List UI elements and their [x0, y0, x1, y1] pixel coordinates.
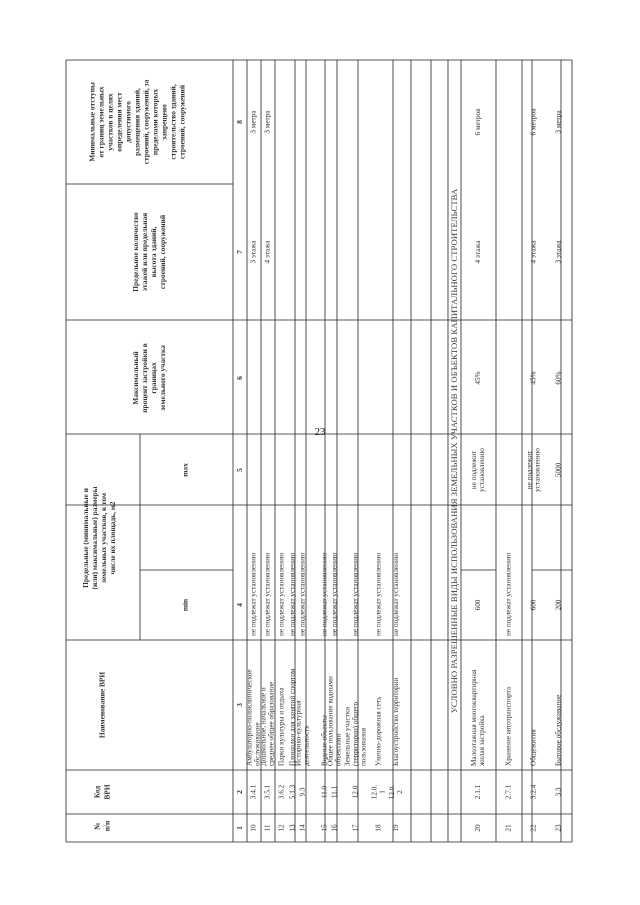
header-coverage: Максимальный	[131, 351, 141, 405]
table-row-23-floors: 3 этажа	[554, 240, 563, 264]
header-setbacks: от границ земельных	[96, 86, 106, 158]
header-setbacks: Минимальные отступы	[87, 82, 97, 162]
table-row-10-floors: 3 этажа	[249, 240, 258, 264]
table-row-20-name: Малоэтажная многоквартирная	[470, 669, 479, 766]
table-row-17-name: (территории) общего	[351, 701, 360, 766]
table-row-19-num: 19	[392, 824, 401, 832]
table-row-23-name: Бытовое обслуживание	[554, 694, 563, 766]
header-floors: Предельное количество	[131, 212, 141, 292]
table-row-22-max: не подлежит	[525, 450, 534, 490]
table-row-22-coverage: 45%	[529, 371, 538, 385]
table-row-16-size: не подлежат установлению	[330, 552, 339, 636]
table-row-17-name: пользования	[359, 727, 368, 766]
table-row-19-size: не подлежат установлению	[392, 552, 401, 636]
header-setbacks: пределами которых	[150, 88, 160, 156]
table-row-21-num: 21	[504, 824, 513, 832]
table-row-19-code: 2	[396, 790, 405, 794]
table-row-22-code: 3.2.4	[529, 784, 538, 800]
table-row-10-setback: 3 метра	[249, 110, 258, 134]
table-row-16-name: объектами	[334, 733, 343, 766]
table-row-20-max: установлению	[478, 448, 487, 492]
header-name: Наименование ВРИ	[97, 671, 107, 739]
table-row-15-code: 11.0	[320, 785, 329, 799]
header-setbacks: строительство зданий,	[168, 84, 178, 160]
table-row-11-code: 3.5.1	[263, 784, 272, 800]
header-code: ВРИ	[102, 784, 112, 800]
column-number: 7	[234, 250, 244, 254]
table-row-21-name: Хранение автотранспорта	[504, 686, 513, 766]
table-row-13-code: 5.1.3	[288, 784, 297, 800]
header-setbacks: запрещено	[159, 104, 169, 140]
table-row-20-max: не подлежит	[470, 450, 479, 490]
table-row-12-size: не подлежат установлению	[277, 552, 286, 636]
table-row-11-size: не подлежат установлению	[263, 552, 272, 636]
header-sizes: числе их площадь, м2	[108, 501, 118, 575]
table-row-20-name: жилая застройка	[478, 715, 487, 766]
table-row-20-floors: 4 этажа	[474, 240, 483, 264]
table-row-20-min: 600	[474, 599, 483, 611]
table-row-15-num: 15	[320, 824, 329, 832]
column-number: 3	[234, 703, 244, 707]
table-row-17-num: 17	[351, 824, 360, 832]
header-sizes: (или) максимальные) размеры	[90, 486, 100, 590]
table-row-22-name: Общежития	[529, 729, 538, 766]
table-row-22-min: 600	[529, 599, 538, 611]
table-row-13-name: Площадки для занятий спортом	[288, 668, 297, 766]
table-row-22-num: 22	[529, 824, 538, 832]
table-row-12-code: 3.6.2	[277, 784, 286, 800]
table-row-13-size: не подлежат установлению	[288, 552, 297, 636]
column-number: 6	[234, 376, 244, 380]
table-row-13-num: 13	[288, 824, 297, 832]
header-setbacks: строений, сооружений	[177, 84, 187, 160]
table-row-11-name: среднее общее образование	[267, 681, 276, 766]
table-row-23-min: 200	[554, 599, 563, 611]
column-number: 2	[234, 790, 244, 794]
header-coverage: границах	[149, 362, 159, 394]
table-row-16-code: 11.1	[330, 785, 339, 799]
section-title: УСЛОВНО РАЗРЕШЕННЫЕ ВИДЫ ИСПОЛЬЗОВАНИЯ ЗЕМЕЛЬНЫХ УЧАСТКОВ И ОБЪЕКТОВ КАПИТАЛЬНОГО СТРОИТЕЛЬСТВА	[448, 188, 459, 714]
header-floors: этажей или предельная	[140, 212, 150, 292]
header-floors: строений, сооружений	[158, 214, 168, 290]
table-row-19-code: 12.0.	[388, 784, 397, 800]
table-row-22-setback: 6 метров	[529, 108, 538, 136]
column-number: 1	[234, 826, 244, 830]
table-row-15-name: Водные объекты	[320, 715, 329, 766]
table-row-22-max: установлению	[533, 448, 542, 492]
header-num: №	[92, 822, 102, 830]
header-setbacks: размещения зданий,	[132, 88, 142, 156]
table-row-21-code: 2.7.1	[504, 784, 513, 800]
table-row-16-num: 16	[330, 824, 339, 832]
table-row-11-num: 11	[263, 824, 272, 832]
table-row-15-size: не подлежат установлению	[320, 552, 329, 636]
header-sizes: Предельные (минимальные и	[81, 488, 91, 588]
table-row-23-setback: 3 метра	[554, 110, 563, 134]
table-row-19-name: Благоустройство территории	[392, 677, 401, 766]
header-setbacks: допустимого	[123, 101, 133, 143]
table-row-18-name: Улично-дорожная сеть	[374, 696, 383, 766]
table-row-10-num: 10	[249, 824, 258, 832]
table-row-23-max: 5000	[554, 462, 563, 478]
table-row-18-num: 18	[374, 824, 383, 832]
table-row-11-setback: 3 метра	[263, 110, 272, 134]
table-row-20-num: 20	[474, 824, 483, 832]
table-row-17-name: Земельные участки	[343, 706, 352, 766]
header-sizes: земельных участков, в том	[99, 493, 109, 583]
column-number: 4	[234, 603, 244, 607]
column-number: 5	[234, 468, 244, 472]
table-row-17-size: не подлежат установлению	[351, 552, 360, 636]
table-row-23-num: 23	[554, 824, 563, 832]
table-row-20-setback: 6 метров	[474, 108, 483, 136]
header-max: max	[180, 463, 190, 477]
column-number: 8	[234, 120, 244, 124]
table-row-23-coverage: 60%	[554, 371, 563, 385]
header-coverage: процент застройки в	[140, 343, 150, 413]
table-row-18-code: 12.0.	[370, 784, 379, 800]
header-floors: высота зданий,	[149, 226, 159, 278]
table-row-18-size: не подлежат установлению	[374, 552, 383, 636]
header-setbacks: определения мест	[114, 92, 124, 152]
table-row-17-code: 12.0	[351, 785, 360, 799]
table-row-20-code: 2.1.1	[474, 784, 483, 800]
table-row-11-name: Дошкольное, начальное и	[259, 687, 268, 766]
header-code: Код	[92, 785, 102, 799]
table-row-18-code: 1	[378, 790, 387, 794]
header-num: п/п	[102, 820, 112, 832]
table-row-10-name: Амбулаторно-поликлиническое	[245, 669, 254, 766]
table-row-10-name: обслуживание	[253, 722, 262, 766]
table-row-22-floors: 4 этажа	[529, 240, 538, 264]
header-setbacks: участков в целях	[105, 93, 115, 151]
table-row-14-name: деятельность	[302, 725, 311, 766]
table-row-20-coverage: 45%	[474, 371, 483, 385]
table-row-21-size: не подлежат установлению	[504, 552, 513, 636]
table-row-10-size: не подлежат установлению	[249, 552, 258, 636]
table-row-14-size: не подлежат установлению	[298, 552, 307, 636]
table-row-14-num: 14	[298, 824, 307, 832]
table-row-12-num: 12	[277, 824, 286, 832]
table-row-14-name: Историко-культурная	[294, 700, 303, 766]
header-min: min	[180, 598, 190, 612]
table-row-12-name: Парки культуры и отдыха	[277, 687, 286, 766]
header-setbacks: строений, сооружений, за	[141, 79, 151, 165]
page-number: 23	[314, 426, 326, 438]
table-row-10-code: 3.4.1	[249, 784, 258, 800]
table-row-14-code: 9.3	[298, 787, 307, 797]
header-coverage: земельного участка	[158, 345, 168, 411]
table-row-16-name: Общее пользование водными	[326, 676, 335, 766]
table-row-23-code: 3.3	[554, 787, 563, 797]
table-row-11-floors: 4 этажа	[263, 240, 272, 264]
